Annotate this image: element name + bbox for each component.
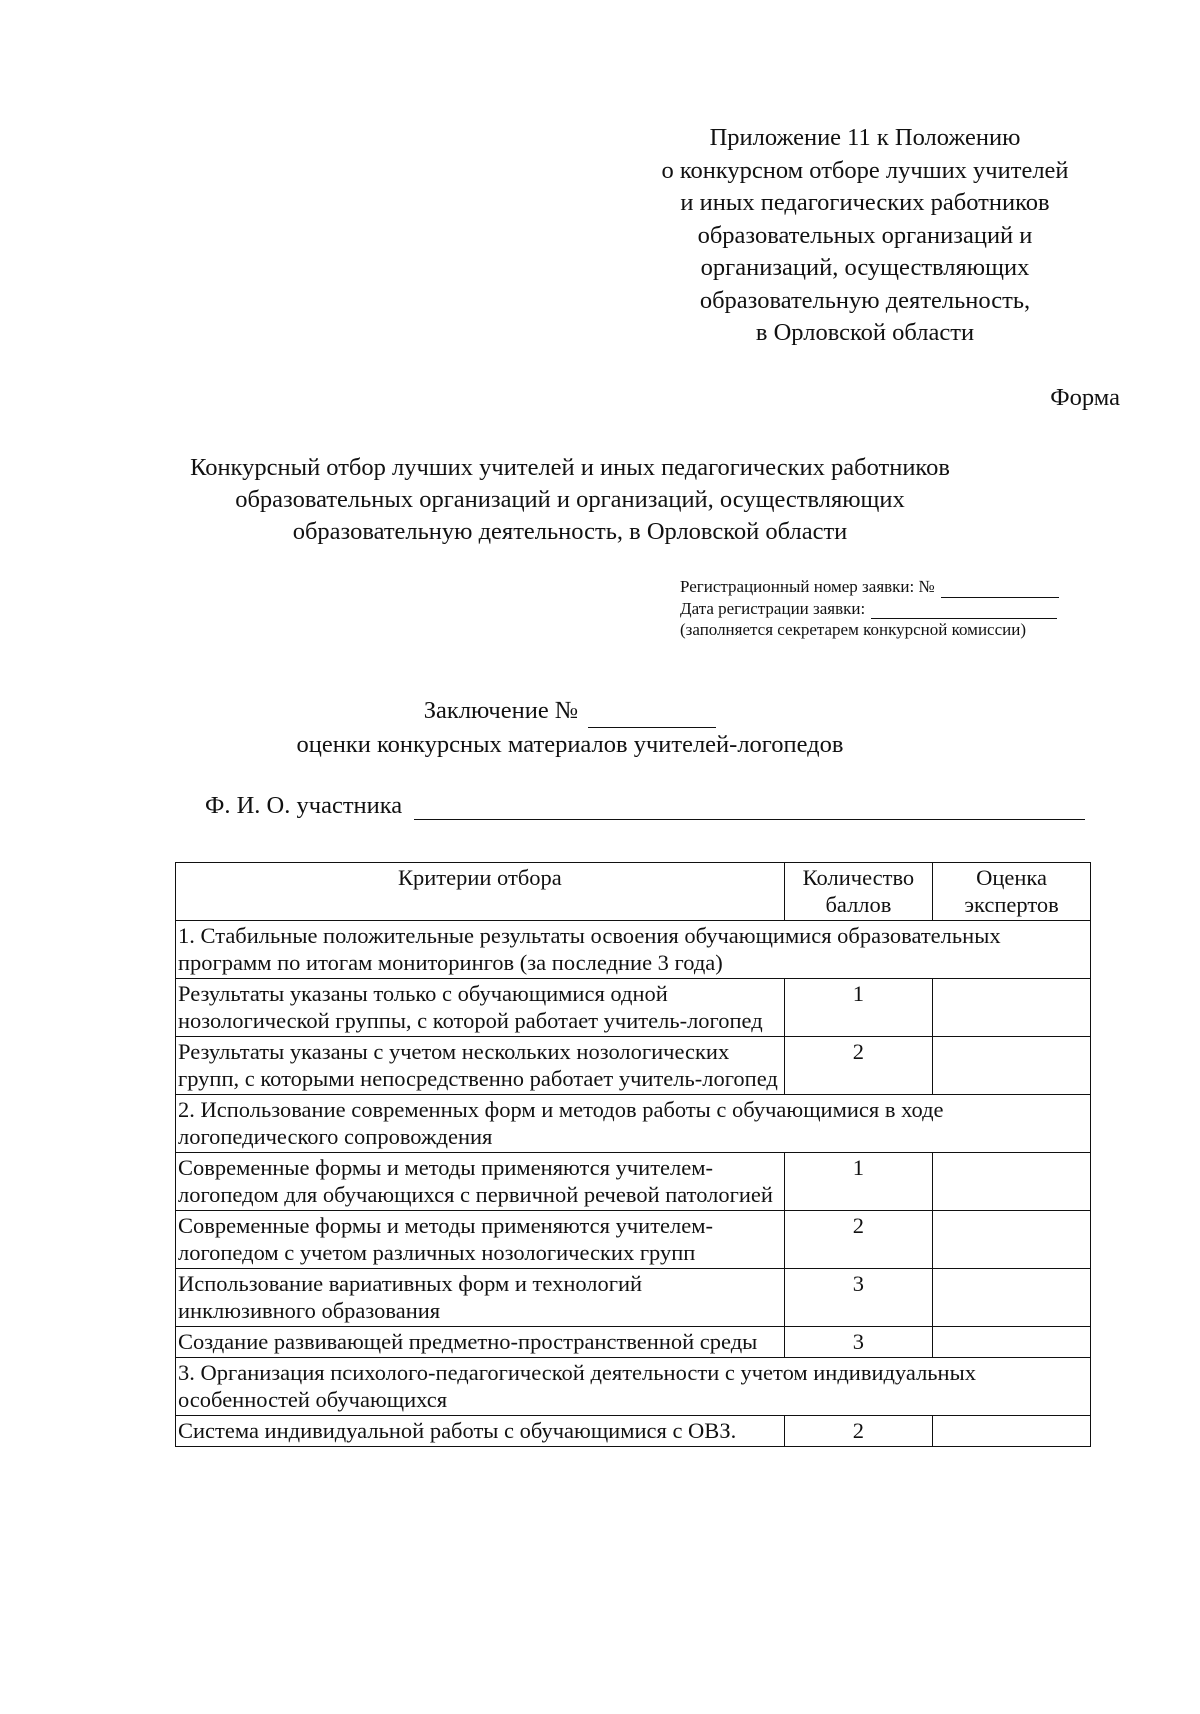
appendix-line: образовательных организаций и — [697, 221, 1033, 249]
appendix-line: организаций, осуществляющих — [700, 254, 1030, 281]
criterion-cell: Современные формы и методы применяются учителем-логопедом с учетом различных нозологических групп — [176, 1211, 785, 1269]
table-row — [176, 1416, 1091, 1447]
criterion-cell: Создание развивающей предметно-пространственной среды — [176, 1327, 785, 1358]
heading-line: образовательную деятельность, в Орловской области — [292, 518, 848, 545]
criterion-cell: Использование вариативных форм и технологий инклюзивного образования — [176, 1269, 785, 1327]
conclusion-title: Заключение № — [423, 697, 579, 724]
section-title: 1. Стабильные положительные результаты освоения обучающимися образовательных программ по итогам мониторингов (за последние 3 года) — [176, 921, 1091, 979]
expert-score-cell[interactable] — [933, 1416, 1091, 1447]
appendix-line: в Орловской области — [755, 319, 975, 346]
expert-score-cell[interactable] — [933, 1327, 1091, 1358]
table-row — [176, 1037, 1091, 1095]
table-row — [176, 979, 1091, 1037]
criteria-table — [175, 862, 1091, 1447]
table-row — [176, 1269, 1091, 1327]
table-row — [176, 1327, 1091, 1358]
heading-line: образовательных организаций и организаций, осуществляющих — [235, 486, 905, 513]
expert-score-cell[interactable] — [933, 1037, 1091, 1095]
criterion-cell: Результаты указаны только с обучающимися одной нозологической группы, с которой работает учитель-логопед — [176, 979, 785, 1037]
points-cell: 3 — [784, 1327, 932, 1358]
criterion-cell: Система индивидуальной работы с обучающимися с ОВЗ. — [176, 1416, 785, 1447]
appendix-line: о конкурсном отборе лучших учителей — [661, 156, 1069, 184]
registration-number-field[interactable] — [941, 581, 1059, 598]
expert-score-cell[interactable] — [933, 1153, 1091, 1211]
header-criteria: Критерии отбора — [176, 863, 785, 921]
table-row — [176, 1153, 1091, 1211]
document-heading — [150, 452, 990, 548]
section-row — [176, 1095, 1091, 1153]
registration-number-label: Регистрационный номер заявки: № — [680, 577, 935, 596]
heading-line: Конкурсный отбор лучших учителей и иных педагогических работников — [190, 454, 950, 481]
participant-name-field[interactable] — [414, 797, 1085, 820]
header-points: Количество баллов — [784, 863, 932, 921]
appendix-line: образовательную деятельность, — [699, 286, 1031, 314]
participant-label: Ф. И. О. участника — [205, 792, 403, 819]
conclusion-block — [150, 694, 990, 762]
conclusion-number-field[interactable] — [588, 705, 716, 728]
expert-score-cell[interactable] — [933, 979, 1091, 1037]
appendix-line: Приложение 11 к Положению — [709, 124, 1021, 151]
expert-score-cell[interactable] — [933, 1211, 1091, 1269]
table-header-row — [176, 863, 1091, 921]
registration-date-field[interactable] — [871, 602, 1057, 619]
section-title: 2. Использование современных форм и методов работы с обучающимися в ходе логопедического сопровождения — [176, 1095, 1091, 1153]
participant-row — [205, 792, 1085, 820]
conclusion-subtitle: оценки конкурсных материалов учителей-логопедов — [296, 731, 844, 758]
registration-note: (заполняется секретарем конкурсной комиссии) — [680, 620, 1026, 639]
points-cell: 1 — [784, 979, 932, 1037]
expert-score-cell[interactable] — [933, 1269, 1091, 1327]
criterion-cell: Современные формы и методы применяются учителем-логопедом для обучающихся с первичной речевой патологией — [176, 1153, 785, 1211]
section-title: 3. Организация психолого-педагогической деятельности с учетом индивидуальных особенностей обучающихся — [176, 1358, 1091, 1416]
points-cell: 3 — [784, 1269, 932, 1327]
section-row — [176, 921, 1091, 979]
header-expert-score: Оценка экспертов — [933, 863, 1091, 921]
appendix-line: и иных педагогических работников — [680, 189, 1050, 216]
points-cell: 2 — [784, 1416, 932, 1447]
form-label: Форма — [1050, 384, 1120, 411]
criterion-cell: Результаты указаны с учетом нескольких нозологических групп, с которыми непосредственно работает учитель-логопед — [176, 1037, 785, 1095]
table-row — [176, 1211, 1091, 1269]
registration-block — [680, 576, 1059, 641]
registration-date-label: Дата регистрации заявки: — [680, 598, 866, 618]
points-cell: 2 — [784, 1211, 932, 1269]
appendix-header — [600, 122, 1130, 350]
points-cell: 2 — [784, 1037, 932, 1095]
section-row — [176, 1358, 1091, 1416]
points-cell: 1 — [784, 1153, 932, 1211]
